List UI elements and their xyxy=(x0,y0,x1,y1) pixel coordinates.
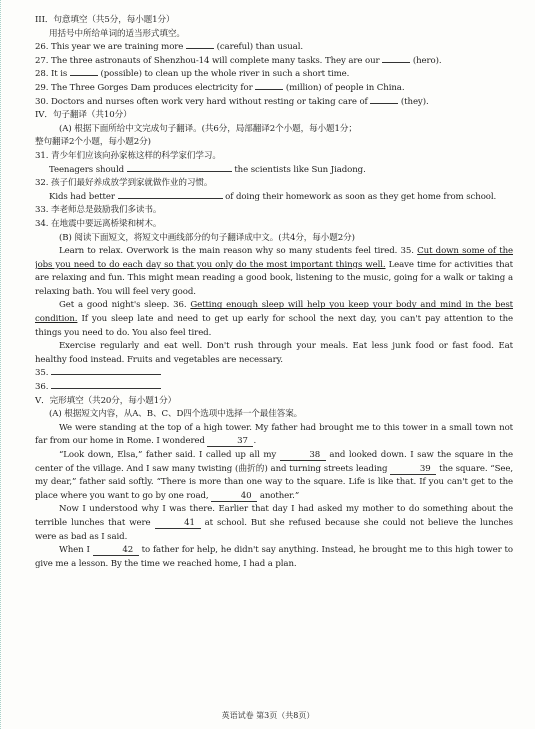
section-4b-instruction: (B) 阅读下面短文，将短文中画线部分的句子翻译成中文。(共4分，每小题2分) xyxy=(59,232,355,243)
question-27: 27. The three astronauts of Shenzhou-14 will complete many tasks. They are our (hero). xyxy=(35,55,442,66)
section-3-instruction: 用括号中所给单词的适当形式填空。 xyxy=(49,28,185,39)
answer-blank[interactable] xyxy=(382,62,410,63)
passage-paragraph-2: Get a good night's sleep. 36. Getting enough sleep will help you keep your body and mind in the best condition. If you sleep late and need to get up early for school the next day, you can't pay attention to the things you need to do. You also feel tired. xyxy=(35,300,513,338)
answer-blank[interactable] xyxy=(70,75,98,76)
answer-blank[interactable] xyxy=(127,171,232,172)
question-34-prompt: 34. 在地震中要远离桥梁和树木。 xyxy=(35,218,162,229)
answer-blank[interactable] xyxy=(255,89,283,90)
section-5-heading: V．完形填空（共20分，每小题1分） xyxy=(35,395,177,406)
answer-line-36: 36. xyxy=(35,381,513,395)
cloze-paragraph-1: We were standing at the top of a high tower. My father had brought me to this tower in a small town not far from our home in Rome. I wondered 37 . xyxy=(35,422,513,447)
question-31-prompt: 31. 青少年们应该向孙家栋这样的科学家们学习。 xyxy=(35,150,221,161)
answer-blank[interactable] xyxy=(118,198,223,199)
answer-line-35: 35. xyxy=(35,367,513,381)
section-4a-instruction: (A) 根据下面所给中文完成句子翻译。(共6分，局部翻译2个小题，每小题1分； xyxy=(59,123,357,134)
section-4-heading: IV．句子翻译（共10分） xyxy=(35,110,132,121)
answer-blank[interactable] xyxy=(370,103,398,104)
answer-blank[interactable] xyxy=(51,388,161,389)
passage-paragraph-3: Exercise regularly and eat well. Don't rush through your meals. Eat less junk food or fast food. Eat healthy food instead. Fruits and vegetables are necessary. xyxy=(35,341,513,365)
answer-blank[interactable] xyxy=(51,374,161,375)
cloze-paragraph-3: Now I understood why I was there. Earlier that day I had asked my mother to do something about the terrible lunches that were 41 at school. But she refused because she could not believe the lunches were as bad as I said. xyxy=(35,504,513,542)
section-3-heading: III．句意填空（共5分，每小题1分） xyxy=(35,15,175,25)
cloze-paragraph-4: When I 42 to father for help, he didn't say anything. Instead, he brought me to this high tower to give me a lesson. By the time we reached home, I had a plan. xyxy=(35,545,513,569)
section-5a-instruction: (A) 根据短文内容，从A、B、C、D四个选项中选择一个最佳答案。 xyxy=(49,409,303,420)
cloze-paragraph-2: “Look down, Elsa,” father said. I called up all my 38 and looked down. I saw the square in the center of the village. And I saw many twisting (曲折的) and turning streets leading 39 the square. “See, my dear,” father said softly. “There is more than one way to the square. Life is like that. If you can't get to the place where you want to go by one road, 40 another.” xyxy=(35,450,513,501)
cloze-blank-37[interactable]: 37 xyxy=(207,436,253,447)
cloze-blank-42[interactable]: 42 xyxy=(93,545,139,556)
underlined-sentence-35: Cut down some of the jobs you need to do each day so that you only do the most important things well. xyxy=(35,246,513,270)
cloze-blank-41[interactable]: 41 xyxy=(155,518,201,529)
underlined-sentence-36: Getting enough sleep will help you keep your body and mind in the best condition. xyxy=(35,300,513,325)
question-30: 30. Doctors and nurses often work very hard without resting or taking care of (they). xyxy=(35,96,429,107)
cloze-blank-40[interactable]: 40 xyxy=(211,491,257,502)
answer-blank[interactable] xyxy=(186,48,214,49)
question-28: 28. It is (possible) to clean up the whole river in such a short time. xyxy=(35,69,350,80)
passage-paragraph-1: Learn to relax. Overwork is the main reason why so many students feel tired. 35. Cut down some of the jobs you need to do each day so that you only do the most important things well. Leave time for activities that are relaxing and fun. This might mean reading a good book, listening to the music, going for a walk or taking a relaxing bath. You will feel very good. xyxy=(35,246,513,297)
question-31-sentence: Teenagers should the scientists like Sun Jiadong. xyxy=(49,164,366,175)
page-footer: 英语试卷 第3页（共8页） xyxy=(221,711,315,720)
cloze-blank-39[interactable]: 39 xyxy=(390,464,436,475)
question-26: 26. This year we are training more (careful) than usual. xyxy=(35,42,303,53)
section-4a-instruction-cont: 整句翻译2个小题，每小题2分) xyxy=(35,137,151,148)
question-32-prompt: 32. 孩子们最好养成放学到家就做作业的习惯。 xyxy=(35,178,213,189)
question-33-prompt: 33. 李老师总是鼓励我们多读书。 xyxy=(35,205,162,216)
question-29: 29. The Three Gorges Dam produces electricity for (million) of people in China. xyxy=(35,82,405,93)
question-32-sentence: Kids had better of doing their homework as soon as they get home from school. xyxy=(49,191,497,202)
cloze-blank-38[interactable]: 38 xyxy=(280,450,326,461)
